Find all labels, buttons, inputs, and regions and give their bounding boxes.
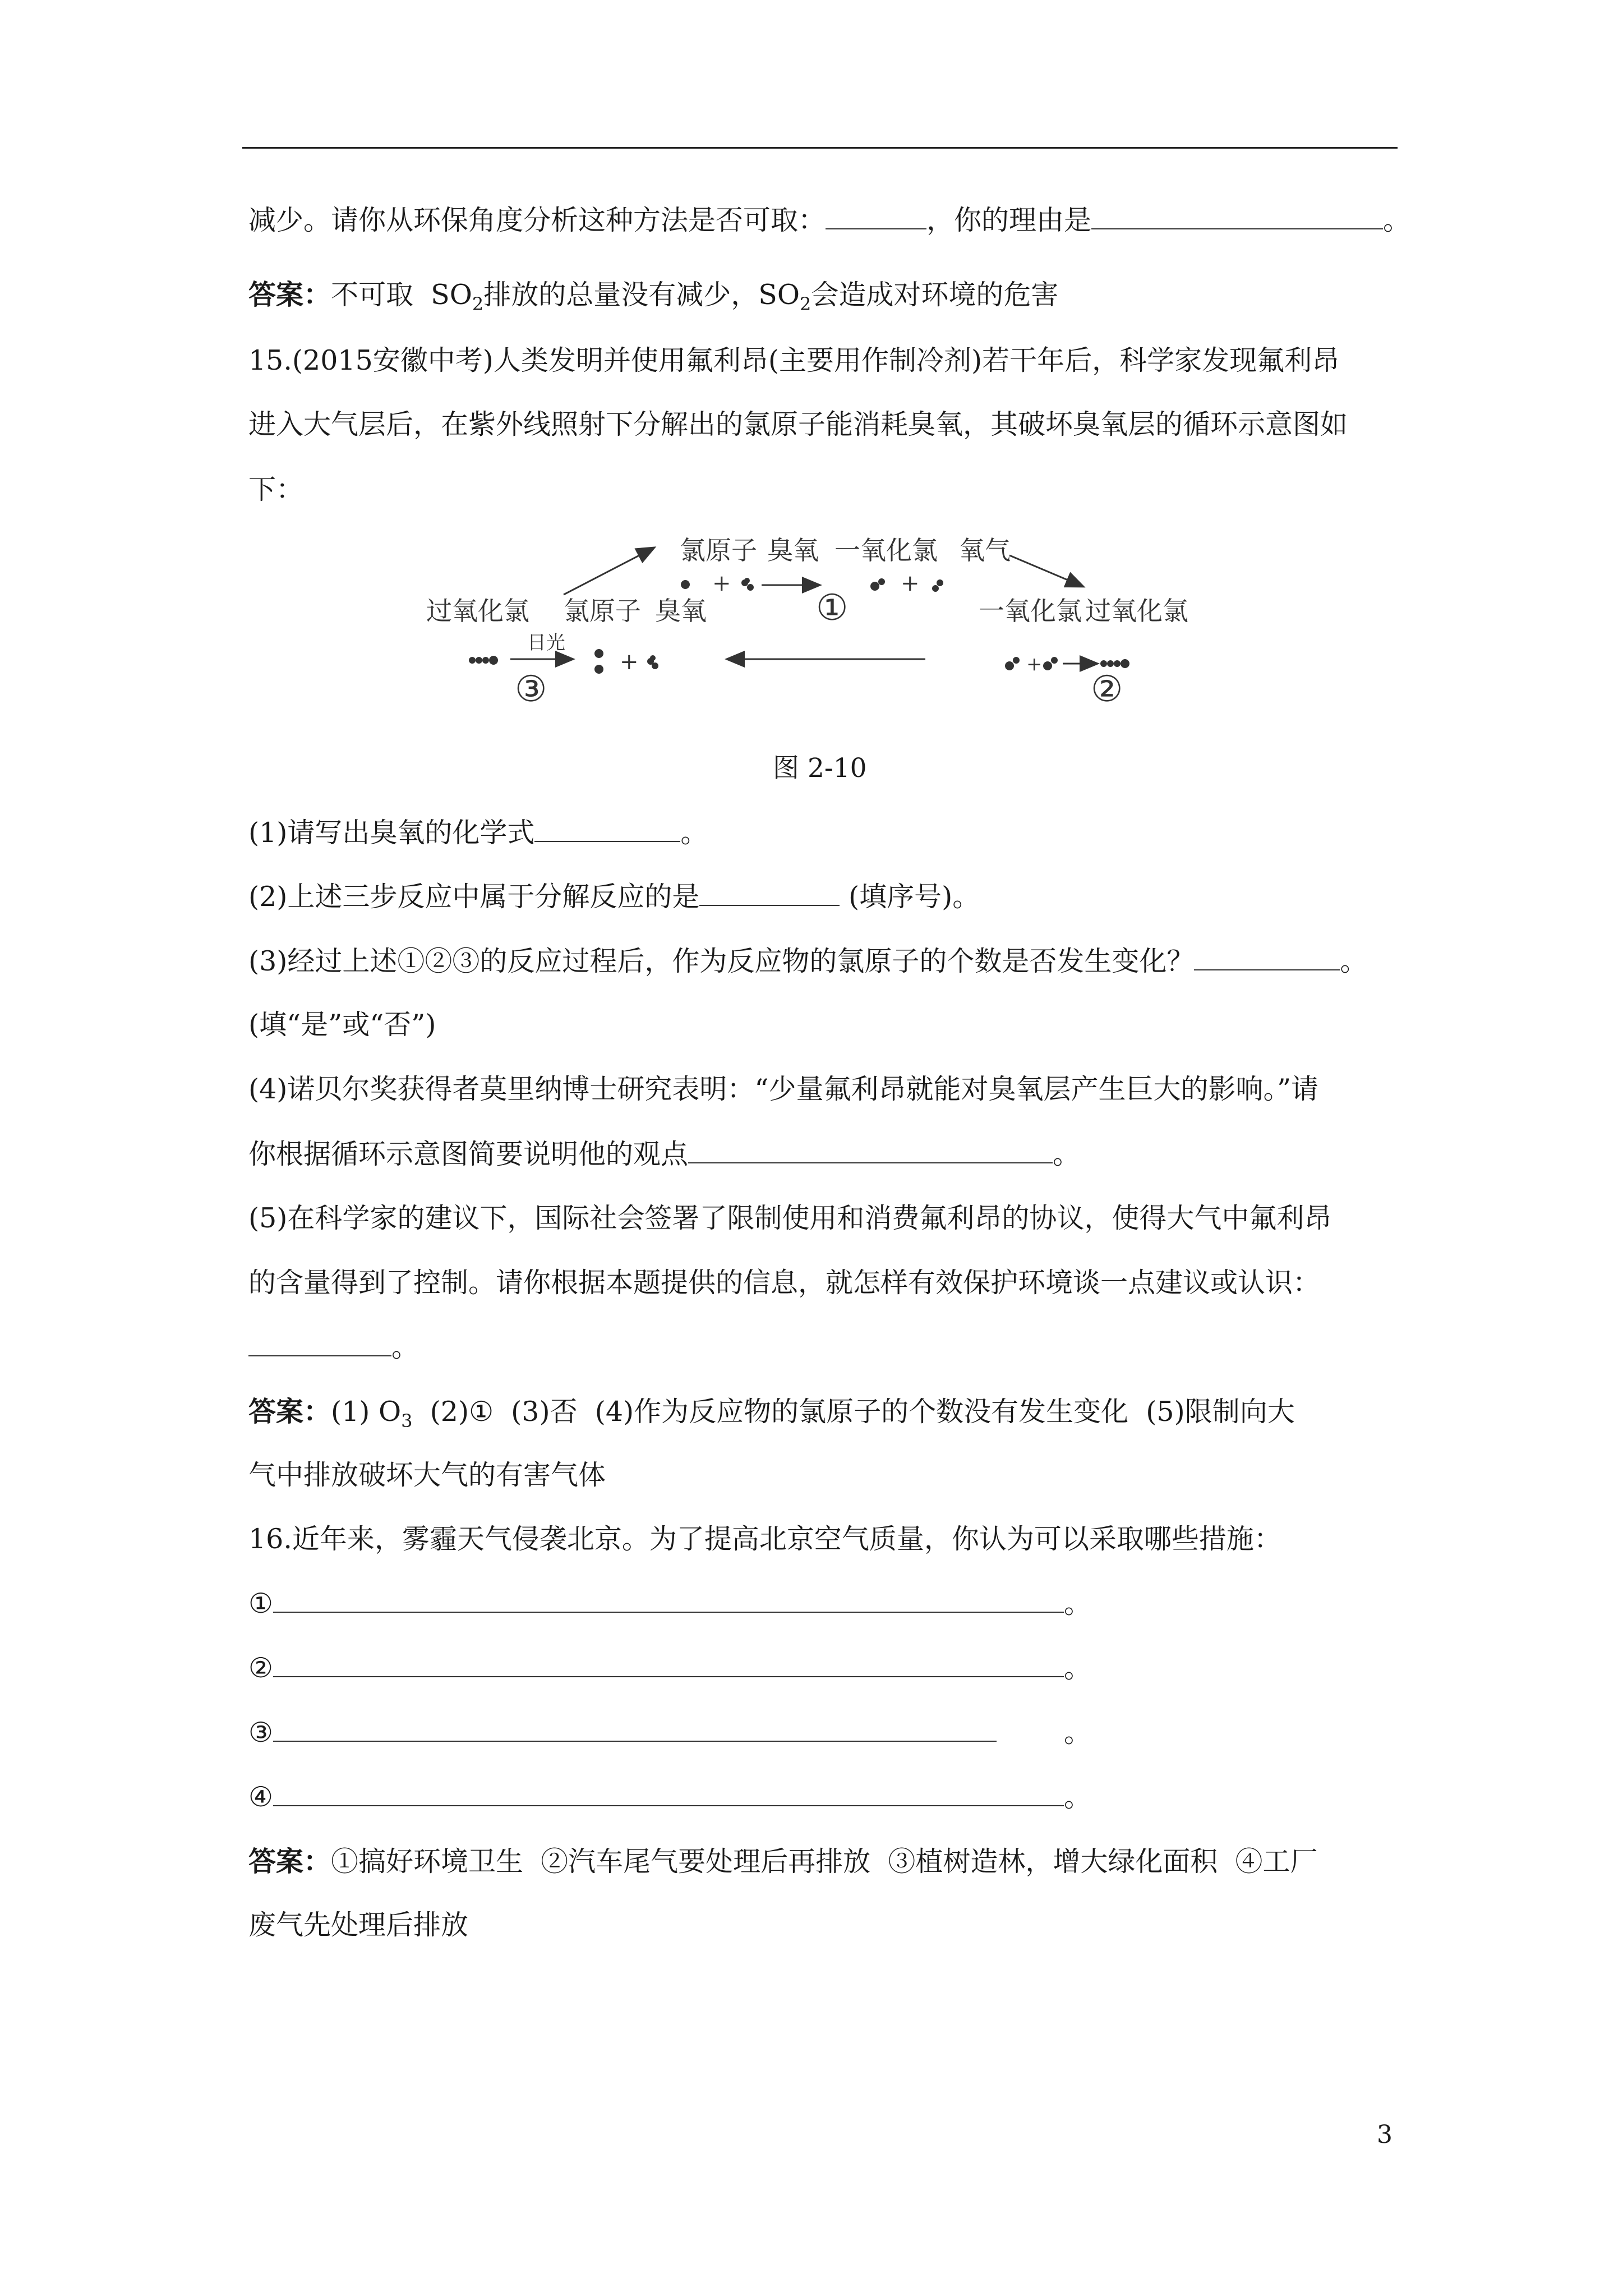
answer-text: 会造成对环境的危害 — [811, 279, 1059, 311]
period: 。 — [1383, 204, 1411, 236]
arrow-to-step1 — [564, 548, 653, 595]
item-number: ④ — [248, 1781, 273, 1813]
answer-blank[interactable] — [1091, 204, 1383, 229]
q15-sub-3-hint: (填“是”或“否”) — [248, 1009, 436, 1041]
ozone-cycle-diagram — [426, 524, 1211, 726]
answer-text: (1) O — [331, 1396, 402, 1428]
q14-text-mid: ，你的理由是 — [926, 204, 1092, 236]
answer-16-line-1 — [248, 1844, 1317, 1879]
period: 。 — [1063, 1781, 1091, 1813]
item-number: ③ — [248, 1717, 273, 1749]
label-clo-right: 一氧化氯 — [979, 596, 1082, 626]
step-2-label: ② — [1091, 669, 1123, 710]
period: 。 — [680, 817, 708, 849]
q15-sub-5-line-2: 的含量得到了控制。请你根据本题提供的信息，就怎样有效保护环境谈一点建议或认识： — [248, 1267, 1321, 1299]
q16-item-2 — [248, 1651, 1091, 1685]
chlorine-peroxide-molecule-icon — [1100, 659, 1129, 668]
q16-item-4 — [248, 1780, 1091, 1814]
label-peroxide-left: 过氧化氯 — [426, 596, 529, 626]
answer-text: (2)① (3)否 (4)作为反应物的氯原子的个数没有发生变化 (5)限制向大 — [412, 1396, 1295, 1428]
question-text: 你根据循环示意图简要说明他的观点 — [248, 1138, 689, 1170]
plus-sign: + — [1026, 653, 1043, 675]
item-number: ② — [248, 1652, 273, 1684]
answer-16-line-2: 废气先处理后排放 — [248, 1909, 469, 1941]
question-text: (2)上述三步反应中属于分解反应的是 — [248, 881, 700, 913]
answer-blank[interactable] — [1194, 945, 1340, 970]
ozone-molecule-icon — [647, 655, 658, 669]
clo-molecule-icon — [1005, 657, 1020, 670]
q15-line-2: 进入大气层后，在紫外线照射下分解出的氯原子能消耗臭氧，其破坏臭氧层的循环示意图如 — [248, 408, 1348, 440]
q15-sub-3 — [248, 945, 1367, 978]
q15-sub-4-line-2 — [248, 1138, 1080, 1171]
answer-15-line-2: 气中排放破坏大气的有害气体 — [248, 1459, 606, 1491]
q15-line-3: 下： — [248, 473, 304, 505]
figure-caption: 图 2-10 — [773, 753, 867, 784]
step-3-label: ③ — [515, 669, 547, 710]
q16-item-1 — [248, 1587, 1091, 1621]
period: 。 — [1340, 945, 1368, 977]
label-oxygen-top: 氧气 — [959, 535, 1011, 565]
subscript: 3 — [401, 1410, 413, 1432]
answer-text: 不可取 SO — [331, 279, 472, 311]
q16-item-3 — [248, 1716, 1091, 1750]
answer-blank[interactable] — [534, 816, 680, 842]
label-chlorine-left: 氯原子 — [564, 596, 641, 626]
arrow-to-step2 — [1009, 555, 1082, 586]
chlorine-atom-icon — [594, 665, 603, 674]
question-text: (填序号)。 — [840, 881, 980, 913]
clo-molecule-icon — [1043, 657, 1058, 670]
subscript: 2 — [800, 293, 811, 315]
chlorine-atom-icon — [594, 649, 603, 658]
q15-sub-2 — [248, 880, 980, 914]
answer-blank[interactable] — [273, 1716, 997, 1742]
answer-blank[interactable] — [688, 1138, 1053, 1163]
clo-molecule-icon — [870, 578, 885, 591]
answer-blank[interactable] — [248, 1331, 391, 1356]
question-text: (3)经过上述①②③的反应过程后，作为反应物的氯原子的个数是否发生变化？ — [248, 945, 1195, 977]
q16-stem: 16.近年来，雾霾天气侵袭北京。为了提高北京空气质量，你认为可以采取哪些措施： — [248, 1523, 1281, 1555]
period: 。 — [1063, 1588, 1091, 1619]
answer-label: 答案： — [248, 1845, 331, 1878]
header-rule — [242, 147, 1398, 149]
answer-blank[interactable] — [826, 204, 926, 229]
plus-sign: + — [712, 570, 731, 596]
answer-blank[interactable] — [273, 1651, 1064, 1677]
oxygen-molecule-icon — [932, 579, 943, 592]
plus-sign: + — [620, 649, 639, 675]
q15-sub-4-line-1: (4)诺贝尔奖获得者莫里纳博士研究表明：“少量氟利昂就能对臭氧层产生巨大的影响。”请 — [248, 1073, 1319, 1105]
chlorine-peroxide-molecule-icon — [469, 656, 498, 665]
label-chlorine-top: 氯原子 — [680, 535, 757, 565]
q15-sub-5-line-1: (5)在科学家的建议下，国际社会签署了限制使用和消费氟利昂的协议，使得大气中氟利昂 — [248, 1202, 1332, 1234]
ozone-molecule-icon — [741, 578, 754, 591]
label-peroxide-right: 过氧化氯 — [1085, 596, 1188, 626]
answer-15-line-1 — [248, 1395, 1295, 1432]
period: 。 — [391, 1331, 419, 1363]
answer-blank[interactable] — [273, 1780, 1064, 1806]
answer-text: 排放的总量没有减少，SO — [483, 279, 800, 311]
q15-sub-5-line-3 — [248, 1331, 419, 1364]
answer-label: 答案： — [248, 278, 331, 311]
chlorine-atom-icon — [681, 580, 690, 589]
label-ozone-top: 臭氧 — [767, 535, 819, 565]
answer-text: ①搞好环境卫生 ②汽车尾气要处理后再排放 ③植树造林，增大绿化面积 ④工厂 — [331, 1846, 1318, 1878]
label-ozone-left: 臭氧 — [655, 596, 707, 626]
q14-tail-line — [248, 204, 1410, 237]
sunlight-label: 日光 — [527, 632, 565, 654]
answer-label: 答案： — [248, 1395, 331, 1428]
q14-text: 减少。请你从环保角度分析这种方法是否可取： — [248, 204, 826, 236]
label-clo-top: 一氧化氯 — [834, 535, 938, 565]
step-1-label: ① — [816, 587, 849, 629]
answer-blank[interactable] — [273, 1587, 1064, 1613]
item-number: ① — [248, 1588, 273, 1619]
question-text: (1)请写出臭氧的化学式 — [248, 817, 535, 849]
period: 。 — [1063, 1717, 1091, 1749]
answer-14 — [248, 278, 1059, 315]
period: 。 — [1063, 1652, 1091, 1684]
plus-sign: + — [901, 570, 920, 596]
page-number: 3 — [1377, 2120, 1393, 2149]
period: 。 — [1053, 1138, 1081, 1170]
q15-sub-1 — [248, 816, 708, 850]
subscript: 2 — [472, 293, 484, 315]
q15-line-1: 15.(2015安徽中考)人类发明并使用氟利昂(主要用作制冷剂)若干年后，科学家发现氟利昂 — [248, 344, 1340, 376]
answer-blank[interactable] — [699, 880, 840, 906]
